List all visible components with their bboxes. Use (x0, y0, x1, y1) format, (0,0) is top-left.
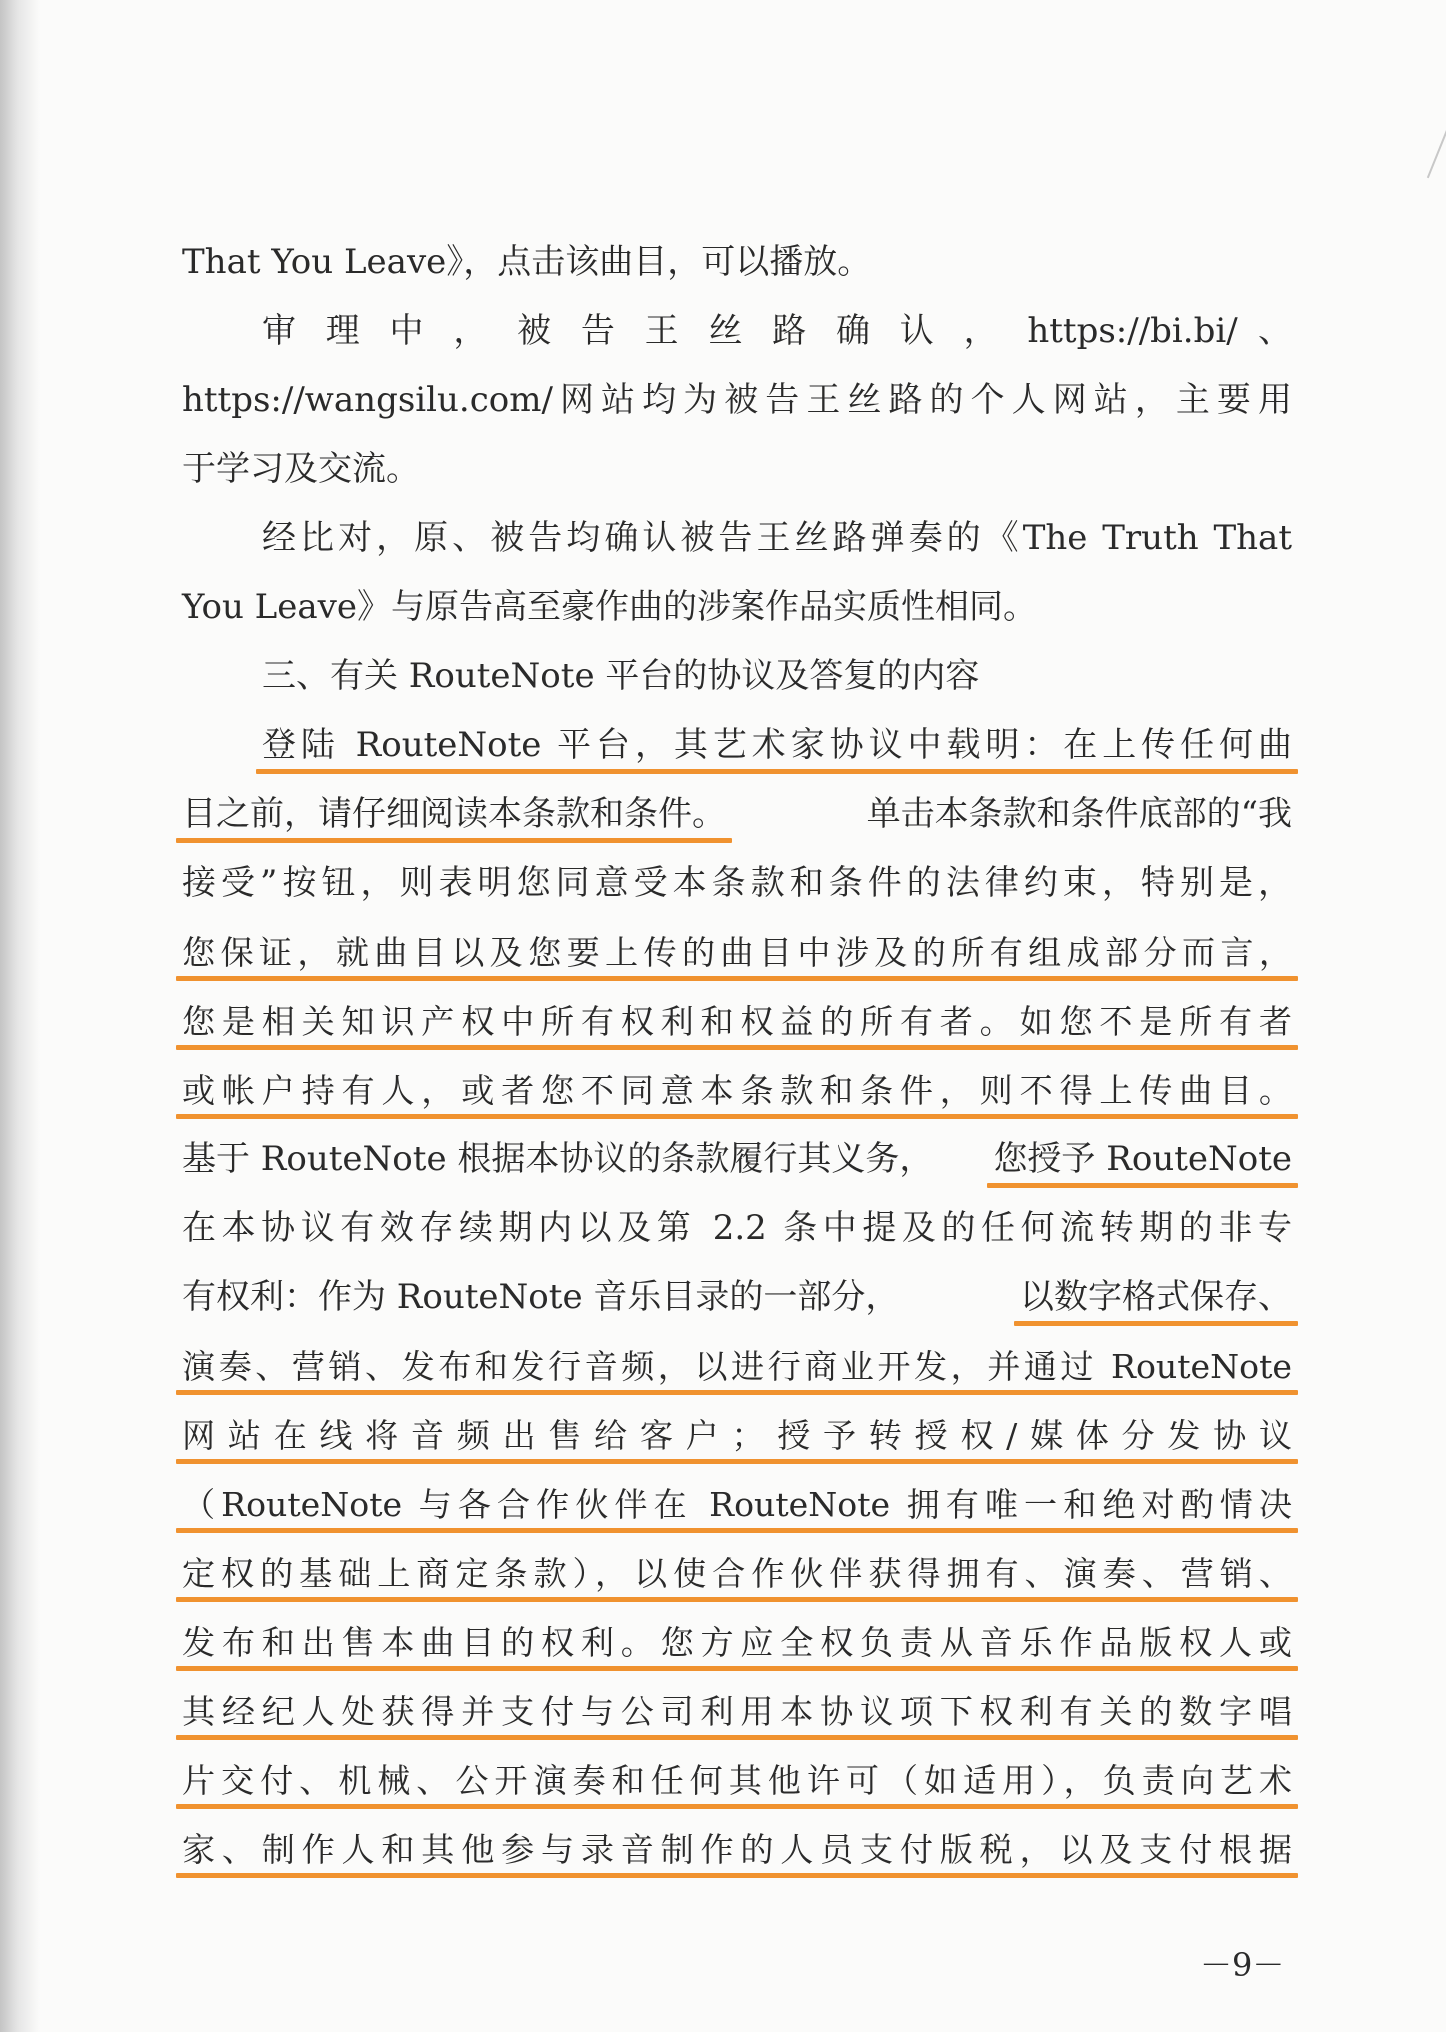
highlighted-text: 演奏、营销、发布和发行音频，以进行商业开发，并通过 RouteNote (182, 1332, 1292, 1401)
text-line (182, 1539, 1292, 1608)
text-line (182, 573, 1292, 642)
text-line (182, 849, 1292, 918)
text-line (182, 1746, 1292, 1815)
text-line (182, 435, 1292, 504)
line-text: 于学习及交流。 (182, 449, 420, 489)
line-text: 有权利：作为 RouteNote 音乐目录的一部分， (182, 1277, 900, 1317)
page-number: －9－ (1200, 1946, 1285, 1984)
highlighted-text: 家、制作人和其他参与录音制作的人员支付版税，以及支付根据 (182, 1815, 1292, 1884)
line-text: That You Leave》，点击该曲目，可以播放。 (182, 242, 872, 282)
highlighted-text: 定权的基础上商定条款），以使合作伙伴获得拥有、演奏、营销、 (182, 1539, 1292, 1608)
text-line (182, 1056, 1292, 1125)
line-text: 接受”按钮，则表明您同意受本条款和条件的法律约束，特别是， (182, 863, 1292, 903)
text-line (182, 228, 1292, 297)
text-line (182, 1815, 1292, 1884)
text-line (182, 297, 1292, 366)
text-line (182, 1401, 1292, 1470)
line-text: https://wangsilu.com/网站均为被告王丝路的个人网站，主要用 (182, 380, 1292, 420)
text-line (182, 1470, 1292, 1539)
text-line (182, 1332, 1292, 1401)
text-line (182, 1194, 1292, 1263)
line-text: You Leave》与原告高至豪作曲的涉案作品实质性相同。 (182, 587, 1037, 627)
highlighted-text: 登陆 RouteNote 平台，其艺术家协议中载明：在上传任何曲 (262, 711, 1292, 780)
highlighted-text: （RouteNote 与各合作伙伴在 RouteNote 拥有唯一和绝对酌情决 (182, 1470, 1292, 1539)
highlighted-text: 片交付、机械、公开演奏和任何其他许可（如适用），负责向艺术 (182, 1746, 1292, 1815)
text-line (182, 504, 1292, 573)
text-line (182, 711, 1292, 780)
highlighted-text: 发布和出售本曲目的权利。您方应全权负责从音乐作品版权人或 (182, 1608, 1292, 1677)
text-line (182, 1125, 1292, 1194)
highlighted-text: 您保证，就曲目以及您要上传的曲目中涉及的所有组成部分而言， (182, 918, 1292, 987)
highlighted-text: 网站在线将音频出售给客户；授予转授权/媒体分发协议 (182, 1401, 1292, 1470)
line-text: 在本协议有效存续期内以及第 2.2 条中提及的任何流转期的非专 (182, 1208, 1292, 1248)
highlighted-text: 目之前，请仔细阅读本条款和条件。 (182, 780, 726, 849)
text-line (182, 780, 1292, 849)
highlighted-text: 或帐户持有人，或者您不同意本条款和条件，则不得上传曲目。 (182, 1056, 1292, 1125)
section-heading (182, 642, 1292, 711)
document-body (182, 228, 1292, 1884)
highlighted-text: 以数字格式保存、 (1020, 1263, 1292, 1332)
text-line (182, 918, 1292, 987)
line-text: 单击本条款和条件底部的“我 (866, 794, 1292, 834)
highlighted-text: 其经纪人处获得并支付与公司利用本协议项下权利有关的数字唱 (182, 1677, 1292, 1746)
text-line (182, 1677, 1292, 1746)
line-text: 经比对，原、被告均确认被告王丝路弹奏的《The Truth That (262, 518, 1292, 558)
text-line (182, 987, 1292, 1056)
line-text: 基于 RouteNote 根据本协议的条款履行其义务， (182, 1139, 934, 1179)
heading-text: 三、有关 RouteNote 平台的协议及答复的内容 (262, 656, 980, 696)
text-line (182, 366, 1292, 435)
text-line (182, 1263, 1292, 1332)
scan-artifact-mark (1427, 122, 1446, 178)
text-line (182, 1608, 1292, 1677)
line-text: 审 理 中 ， 被 告 王 丝 路 确 认 ， https://bi.bi/ 、 (262, 311, 1292, 351)
highlighted-text: 您是相关知识产权中所有权利和权益的所有者。如您不是所有者 (182, 987, 1292, 1056)
scan-edge-shadow (0, 0, 40, 2032)
highlighted-text: 您授予 RouteNote (993, 1125, 1292, 1194)
